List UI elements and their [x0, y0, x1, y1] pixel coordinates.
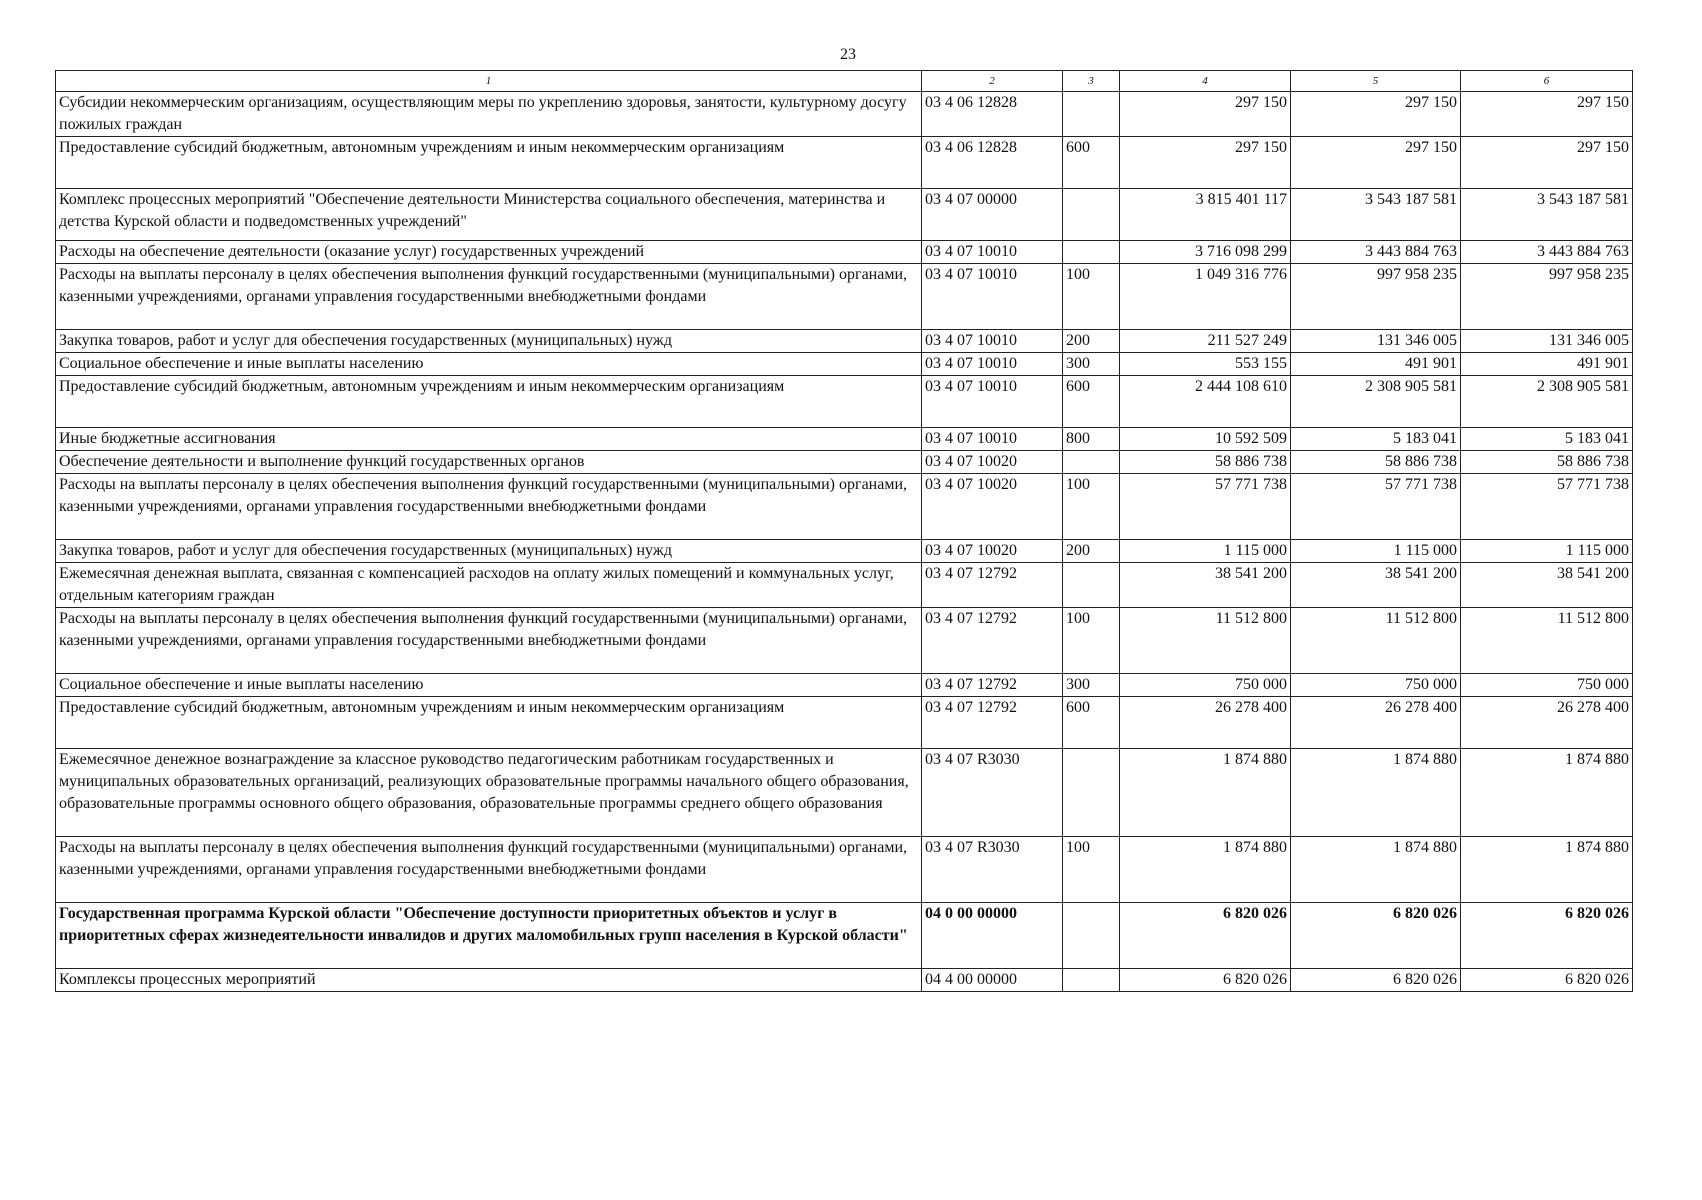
- row-expense-type: 100: [1063, 837, 1120, 903]
- row-expense-type: 200: [1063, 330, 1120, 353]
- row-target-code: 03 4 07 10010: [922, 428, 1063, 451]
- table-row: [56, 376, 1633, 428]
- row-expense-type: [1063, 451, 1120, 474]
- row-amount-col4: 1 874 880: [1120, 749, 1291, 837]
- row-target-code: 03 4 07 R3030: [922, 749, 1063, 837]
- row-description: Комплекс процессных мероприятий "Обеспечение деятельности Министерства социального обеспечения, материнства и детства Курской области и подведомственных учреждений": [56, 189, 922, 241]
- row-amount-col6: 57 771 738: [1461, 474, 1633, 540]
- row-amount-col5: 1 874 880: [1291, 749, 1461, 837]
- row-target-code: 03 4 07 12792: [922, 563, 1063, 608]
- row-expense-type: [1063, 189, 1120, 241]
- row-expense-type: 100: [1063, 474, 1120, 540]
- row-amount-col5: 2 308 905 581: [1291, 376, 1461, 428]
- row-target-code: 04 0 00 00000: [922, 903, 1063, 969]
- row-expense-type: 600: [1063, 376, 1120, 428]
- row-description: Закупка товаров, работ и услуг для обеспечения государственных (муниципальных) нужд: [56, 540, 922, 563]
- row-amount-col5: 491 901: [1291, 353, 1461, 376]
- row-expense-type: [1063, 563, 1120, 608]
- table-row: [56, 330, 1633, 353]
- table-row: [56, 264, 1633, 330]
- row-description: Расходы на выплаты персоналу в целях обеспечения выполнения функций государственными (муниципальными) органами, казенными учреждениями, органами управления государственными внебюджетными фондами: [56, 264, 922, 330]
- row-amount-col6: 6 820 026: [1461, 969, 1633, 992]
- row-amount-col5: 1 115 000: [1291, 540, 1461, 563]
- row-expense-type: [1063, 969, 1120, 992]
- row-target-code: 03 4 07 12792: [922, 697, 1063, 749]
- row-target-code: 03 4 07 12792: [922, 674, 1063, 697]
- row-expense-type: [1063, 92, 1120, 137]
- row-amount-col6: 1 115 000: [1461, 540, 1633, 563]
- column-header: 2: [922, 71, 1063, 92]
- table-row: [56, 563, 1633, 608]
- table-row: [56, 137, 1633, 189]
- row-amount-col4: 553 155: [1120, 353, 1291, 376]
- row-amount-col6: 2 308 905 581: [1461, 376, 1633, 428]
- row-expense-type: 600: [1063, 137, 1120, 189]
- row-amount-col4: 3 716 098 299: [1120, 241, 1291, 264]
- column-header: 5: [1291, 71, 1461, 92]
- row-amount-col6: 5 183 041: [1461, 428, 1633, 451]
- table-row: [56, 540, 1633, 563]
- table-row: [56, 749, 1633, 837]
- row-target-code: 03 4 06 12828: [922, 137, 1063, 189]
- page-number: 23: [840, 46, 856, 63]
- table-row: [56, 674, 1633, 697]
- row-amount-col5: 5 183 041: [1291, 428, 1461, 451]
- row-amount-col5: 26 278 400: [1291, 697, 1461, 749]
- row-amount-col4: 58 886 738: [1120, 451, 1291, 474]
- table-row: [56, 241, 1633, 264]
- row-amount-col6: 6 820 026: [1461, 903, 1633, 969]
- row-amount-col6: 750 000: [1461, 674, 1633, 697]
- row-amount-col6: 26 278 400: [1461, 697, 1633, 749]
- row-description: Ежемесячная денежная выплата, связанная с компенсацией расходов на оплату жилых помещений и коммунальных услуг, отдельным категориям граждан: [56, 563, 922, 608]
- row-amount-col4: 11 512 800: [1120, 608, 1291, 674]
- row-amount-col5: 750 000: [1291, 674, 1461, 697]
- row-amount-col6: 997 958 235: [1461, 264, 1633, 330]
- row-amount-col5: 11 512 800: [1291, 608, 1461, 674]
- row-description: Комплексы процессных мероприятий: [56, 969, 922, 992]
- row-target-code: 03 4 07 10010: [922, 376, 1063, 428]
- row-amount-col4: 6 820 026: [1120, 969, 1291, 992]
- table-row: [56, 428, 1633, 451]
- row-amount-col5: 1 874 880: [1291, 837, 1461, 903]
- row-expense-type: [1063, 749, 1120, 837]
- row-amount-col5: 6 820 026: [1291, 969, 1461, 992]
- row-description: Ежемесячное денежное вознаграждение за классное руководство педагогическим работникам государственных и муниципальных образовательных организаций, реализующих образовательные программы начального общего образования, образовательные программы основного общего образования, образовательные программы среднего общего образования: [56, 749, 922, 837]
- row-target-code: 03 4 07 00000: [922, 189, 1063, 241]
- row-description: Расходы на выплаты персоналу в целях обеспечения выполнения функций государственными (муниципальными) органами, казенными учреждениями, органами управления государственными внебюджетными фондами: [56, 837, 922, 903]
- row-amount-col6: 3 543 187 581: [1461, 189, 1633, 241]
- row-description: Субсидии некоммерческим организациям, осуществляющим меры по укреплению здоровья, занятости, культурному досугу пожилых граждан: [56, 92, 922, 137]
- row-target-code: 04 4 00 00000: [922, 969, 1063, 992]
- row-description: Закупка товаров, работ и услуг для обеспечения государственных (муниципальных) нужд: [56, 330, 922, 353]
- row-target-code: 03 4 07 10010: [922, 353, 1063, 376]
- row-target-code: 03 4 07 12792: [922, 608, 1063, 674]
- row-expense-type: 100: [1063, 608, 1120, 674]
- table-row: [56, 353, 1633, 376]
- row-expense-type: 200: [1063, 540, 1120, 563]
- table-row: [56, 92, 1633, 137]
- row-amount-col4: 57 771 738: [1120, 474, 1291, 540]
- row-amount-col6: 1 874 880: [1461, 837, 1633, 903]
- row-amount-col5: 38 541 200: [1291, 563, 1461, 608]
- row-amount-col5: 997 958 235: [1291, 264, 1461, 330]
- row-description: Обеспечение деятельности и выполнение функций государственных органов: [56, 451, 922, 474]
- row-target-code: 03 4 07 10010: [922, 330, 1063, 353]
- row-amount-col6: 1 874 880: [1461, 749, 1633, 837]
- row-expense-type: [1063, 241, 1120, 264]
- row-amount-col6: 297 150: [1461, 137, 1633, 189]
- column-header: 3: [1063, 71, 1120, 92]
- row-target-code: 03 4 07 10020: [922, 474, 1063, 540]
- budget-table: [55, 70, 1633, 992]
- column-header: 6: [1461, 71, 1633, 92]
- row-expense-type: [1063, 903, 1120, 969]
- row-expense-type: 100: [1063, 264, 1120, 330]
- row-description: Расходы на выплаты персоналу в целях обеспечения выполнения функций государственными (муниципальными) органами, казенными учреждениями, органами управления государственными внебюджетными фондами: [56, 474, 922, 540]
- table-row: [56, 969, 1633, 992]
- row-description: Предоставление субсидий бюджетным, автономным учреждениям и иным некоммерческим организациям: [56, 137, 922, 189]
- row-description: Предоставление субсидий бюджетным, автономным учреждениям и иным некоммерческим организациям: [56, 376, 922, 428]
- row-expense-type: 800: [1063, 428, 1120, 451]
- table-row: [56, 451, 1633, 474]
- row-description: Расходы на выплаты персоналу в целях обеспечения выполнения функций государственными (муниципальными) органами, казенными учреждениями, органами управления государственными внебюджетными фондами: [56, 608, 922, 674]
- row-expense-type: 600: [1063, 697, 1120, 749]
- column-header: 1: [56, 71, 922, 92]
- table-row: [56, 697, 1633, 749]
- column-number-row: [56, 71, 1633, 92]
- row-amount-col6: 491 901: [1461, 353, 1633, 376]
- row-amount-col6: 58 886 738: [1461, 451, 1633, 474]
- row-amount-col4: 1 049 316 776: [1120, 264, 1291, 330]
- row-amount-col4: 750 000: [1120, 674, 1291, 697]
- table-row: [56, 474, 1633, 540]
- row-description: Иные бюджетные ассигнования: [56, 428, 922, 451]
- row-amount-col4: 38 541 200: [1120, 563, 1291, 608]
- row-description: Предоставление субсидий бюджетным, автономным учреждениям и иным некоммерческим организациям: [56, 697, 922, 749]
- table-row: [56, 608, 1633, 674]
- row-description: Социальное обеспечение и иные выплаты населению: [56, 674, 922, 697]
- row-amount-col4: 297 150: [1120, 137, 1291, 189]
- row-amount-col6: 11 512 800: [1461, 608, 1633, 674]
- row-amount-col4: 2 444 108 610: [1120, 376, 1291, 428]
- row-description: Расходы на обеспечение деятельности (оказание услуг) государственных учреждений: [56, 241, 922, 264]
- row-amount-col4: 10 592 509: [1120, 428, 1291, 451]
- row-amount-col4: 6 820 026: [1120, 903, 1291, 969]
- row-expense-type: 300: [1063, 674, 1120, 697]
- row-amount-col4: 297 150: [1120, 92, 1291, 137]
- row-amount-col6: 131 346 005: [1461, 330, 1633, 353]
- row-expense-type: 300: [1063, 353, 1120, 376]
- row-amount-col6: 38 541 200: [1461, 563, 1633, 608]
- row-amount-col4: 1 874 880: [1120, 837, 1291, 903]
- row-description: Государственная программа Курской области "Обеспечение доступности приоритетных объектов и услуг в приоритетных сферах жизнедеятельности инвалидов и других маломобильных групп населения в Курской области": [56, 903, 922, 969]
- row-amount-col5: 131 346 005: [1291, 330, 1461, 353]
- row-amount-col6: 297 150: [1461, 92, 1633, 137]
- row-amount-col5: 297 150: [1291, 137, 1461, 189]
- row-amount-col5: 297 150: [1291, 92, 1461, 137]
- row-amount-col4: 1 115 000: [1120, 540, 1291, 563]
- row-target-code: 03 4 07 10010: [922, 264, 1063, 330]
- row-amount-col5: 3 443 884 763: [1291, 241, 1461, 264]
- row-amount-col4: 26 278 400: [1120, 697, 1291, 749]
- table-row: [56, 189, 1633, 241]
- row-amount-col4: 211 527 249: [1120, 330, 1291, 353]
- table-row: [56, 837, 1633, 903]
- row-amount-col5: 58 886 738: [1291, 451, 1461, 474]
- row-target-code: 03 4 06 12828: [922, 92, 1063, 137]
- row-target-code: 03 4 07 10020: [922, 451, 1063, 474]
- row-target-code: 03 4 07 10010: [922, 241, 1063, 264]
- row-amount-col4: 3 815 401 117: [1120, 189, 1291, 241]
- table-row: [56, 903, 1633, 969]
- column-header: 4: [1120, 71, 1291, 92]
- row-amount-col6: 3 443 884 763: [1461, 241, 1633, 264]
- row-target-code: 03 4 07 10020: [922, 540, 1063, 563]
- row-target-code: 03 4 07 R3030: [922, 837, 1063, 903]
- row-amount-col5: 6 820 026: [1291, 903, 1461, 969]
- row-amount-col5: 57 771 738: [1291, 474, 1461, 540]
- row-amount-col5: 3 543 187 581: [1291, 189, 1461, 241]
- row-description: Социальное обеспечение и иные выплаты населению: [56, 353, 922, 376]
